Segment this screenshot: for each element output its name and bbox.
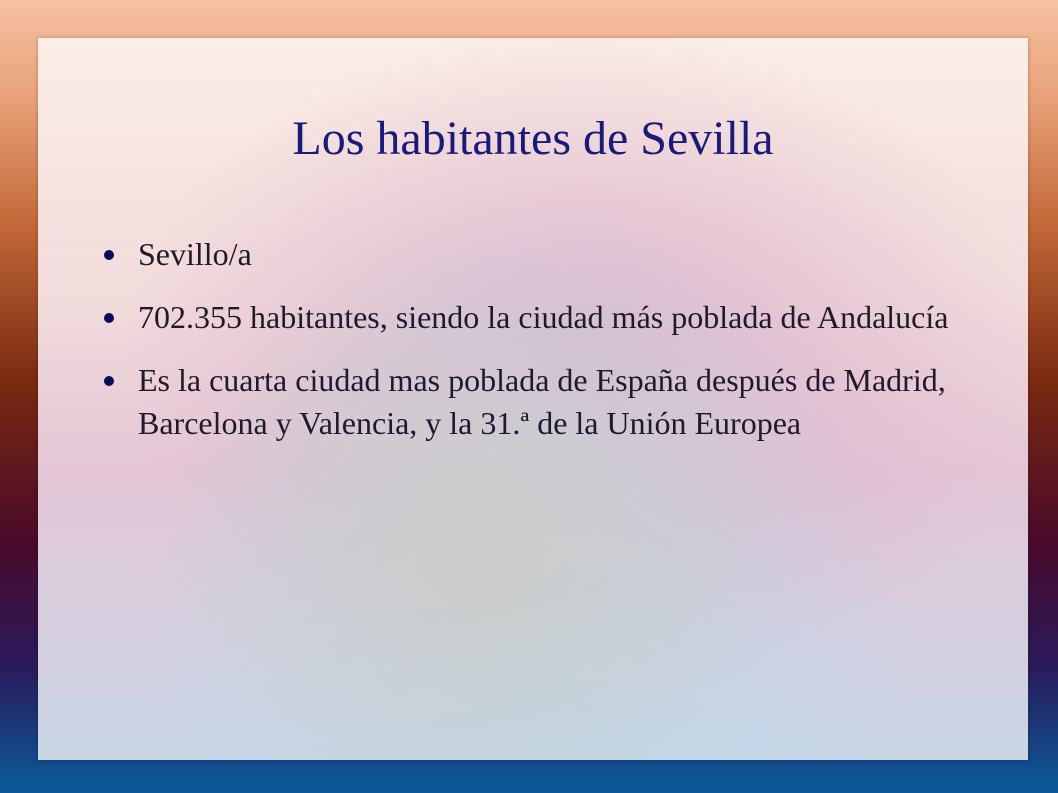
bullet-item-2 (98, 296, 958, 339)
bullet-text: 702.355 habitantes, siendo la ciudad más poblada de Andalucía (138, 299, 949, 335)
bullet-dot-icon (104, 313, 114, 323)
bullet-dot-icon (104, 250, 114, 260)
slide-title: Los habitantes de Sevilla (292, 112, 774, 165)
bullet-item-3 (98, 359, 958, 445)
bullet-text: Es la cuarta ciudad mas poblada de España después de Madrid, Barcelona y Valencia, y la 31.ª de la Unión Europea (138, 362, 946, 441)
bullet-text: Sevillo/a (138, 236, 252, 272)
slide (38, 38, 1028, 760)
bullet-list (98, 233, 958, 465)
bullet-item-1 (98, 233, 958, 276)
bullet-dot-icon (104, 376, 114, 386)
